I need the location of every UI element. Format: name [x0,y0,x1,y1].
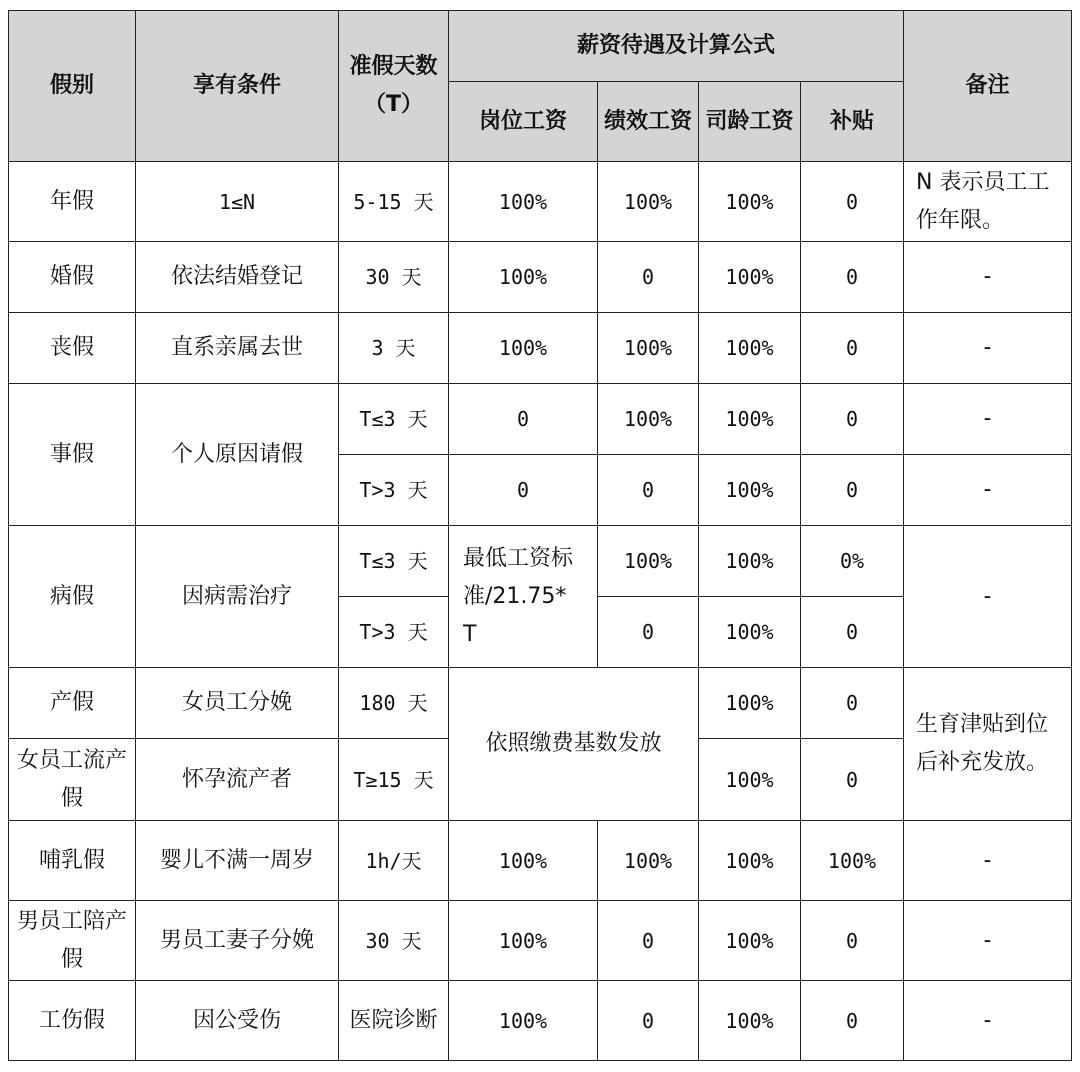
pay-seniority: 100% [699,981,801,1061]
pay-allowance: 0 [801,668,904,739]
leave-type: 女员工流产假 [9,739,136,821]
leave-type: 婚假 [9,242,136,313]
pay-allowance: 0 [801,739,904,821]
table-row [9,821,1072,901]
table-row [9,526,1072,597]
condition: 怀孕流产者 [136,739,339,821]
leave-type: 男员工陪产假 [9,901,136,981]
pay-seniority: 100% [699,668,801,739]
pay-seniority: 100% [699,313,801,384]
table-row [9,242,1072,313]
days: 180 天 [339,668,449,739]
pay-performance: 100% [598,821,699,901]
leave-type: 产假 [9,668,136,739]
remark: N 表示员工工作年限。 [904,162,1072,242]
pay-performance: 0 [598,242,699,313]
leave-type: 工伤假 [9,981,136,1061]
table-row [9,668,1072,739]
header-salary-group: 薪资待遇及计算公式 [449,11,904,82]
pay-seniority: 100% [699,162,801,242]
header-days: 准假天数（T） [339,11,449,162]
pay-base: 0 [449,384,598,455]
days: 5-15 天 [339,162,449,242]
pay-allowance: 0% [801,526,904,597]
days: 30 天 [339,901,449,981]
pay-seniority: 100% [699,821,801,901]
condition: 1≤N [136,162,339,242]
condition: 男员工妻子分娩 [136,901,339,981]
pay-allowance: 0 [801,242,904,313]
pay-allowance: 100% [801,821,904,901]
pay-base: 100% [449,901,598,981]
remark: - [904,981,1072,1061]
remark: - [904,455,1072,526]
pay-performance: 100% [598,162,699,242]
pay-seniority: 100% [699,384,801,455]
header-remark: 备注 [904,11,1072,162]
pay-performance: 100% [598,313,699,384]
days: 3 天 [339,313,449,384]
condition: 个人原因请假 [136,384,339,526]
days: T≥15 天 [339,739,449,821]
pay-seniority: 100% [699,455,801,526]
pay-base: 100% [449,242,598,313]
days: T>3 天 [339,455,449,526]
pay-allowance: 0 [801,162,904,242]
pay-seniority: 100% [699,597,801,668]
header-condition: 享有条件 [136,11,339,162]
leave-type: 病假 [9,526,136,668]
pay-combined: 依照缴费基数发放 [449,668,699,821]
header-allowance: 补贴 [801,82,904,162]
header-performance-salary: 绩效工资 [598,82,699,162]
pay-allowance: 0 [801,313,904,384]
pay-performance: 0 [598,455,699,526]
pay-base: 100% [449,313,598,384]
pay-performance: 100% [598,526,699,597]
header-seniority-salary: 司龄工资 [699,82,801,162]
pay-performance: 0 [598,597,699,668]
remark: - [904,821,1072,901]
pay-performance: 0 [598,981,699,1061]
days: T>3 天 [339,597,449,668]
pay-base: 100% [449,981,598,1061]
remark: - [904,242,1072,313]
days: T≤3 天 [339,526,449,597]
remark: - [904,384,1072,455]
leave-type: 事假 [9,384,136,526]
pay-allowance: 0 [801,901,904,981]
condition: 婴儿不满一周岁 [136,821,339,901]
condition: 因公受伤 [136,981,339,1061]
pay-base: 100% [449,162,598,242]
pay-allowance: 0 [801,981,904,1061]
remark: - [904,901,1072,981]
table-row [9,384,1072,455]
remark: 生育津贴到位后补充发放。 [904,668,1072,821]
leave-type: 年假 [9,162,136,242]
table-row [9,901,1072,981]
remark: - [904,313,1072,384]
days: T≤3 天 [339,384,449,455]
pay-performance: 0 [598,901,699,981]
leave-policy-table [8,10,1072,1061]
pay-seniority: 100% [699,242,801,313]
leave-type: 哺乳假 [9,821,136,901]
pay-base: 0 [449,455,598,526]
condition: 因病需治疗 [136,526,339,668]
leave-type: 丧假 [9,313,136,384]
leave-policy-table-wrapper [8,10,1072,1061]
pay-allowance: 0 [801,597,904,668]
pay-seniority: 100% [699,526,801,597]
condition: 直系亲属去世 [136,313,339,384]
pay-base: 100% [449,821,598,901]
days: 医院诊断 [339,981,449,1061]
header-leave-type: 假别 [9,11,136,162]
pay-seniority: 100% [699,901,801,981]
pay-seniority: 100% [699,739,801,821]
table-row [9,981,1072,1061]
condition: 依法结婚登记 [136,242,339,313]
pay-base-formula: 最低工资标准/21.75*T [449,526,598,668]
days: 30 天 [339,242,449,313]
pay-allowance: 0 [801,384,904,455]
table-row [9,313,1072,384]
remark: - [904,526,1072,668]
condition: 女员工分娩 [136,668,339,739]
days: 1h/天 [339,821,449,901]
header-base-salary: 岗位工资 [449,82,598,162]
table-row [9,162,1072,242]
pay-performance: 100% [598,384,699,455]
pay-allowance: 0 [801,455,904,526]
